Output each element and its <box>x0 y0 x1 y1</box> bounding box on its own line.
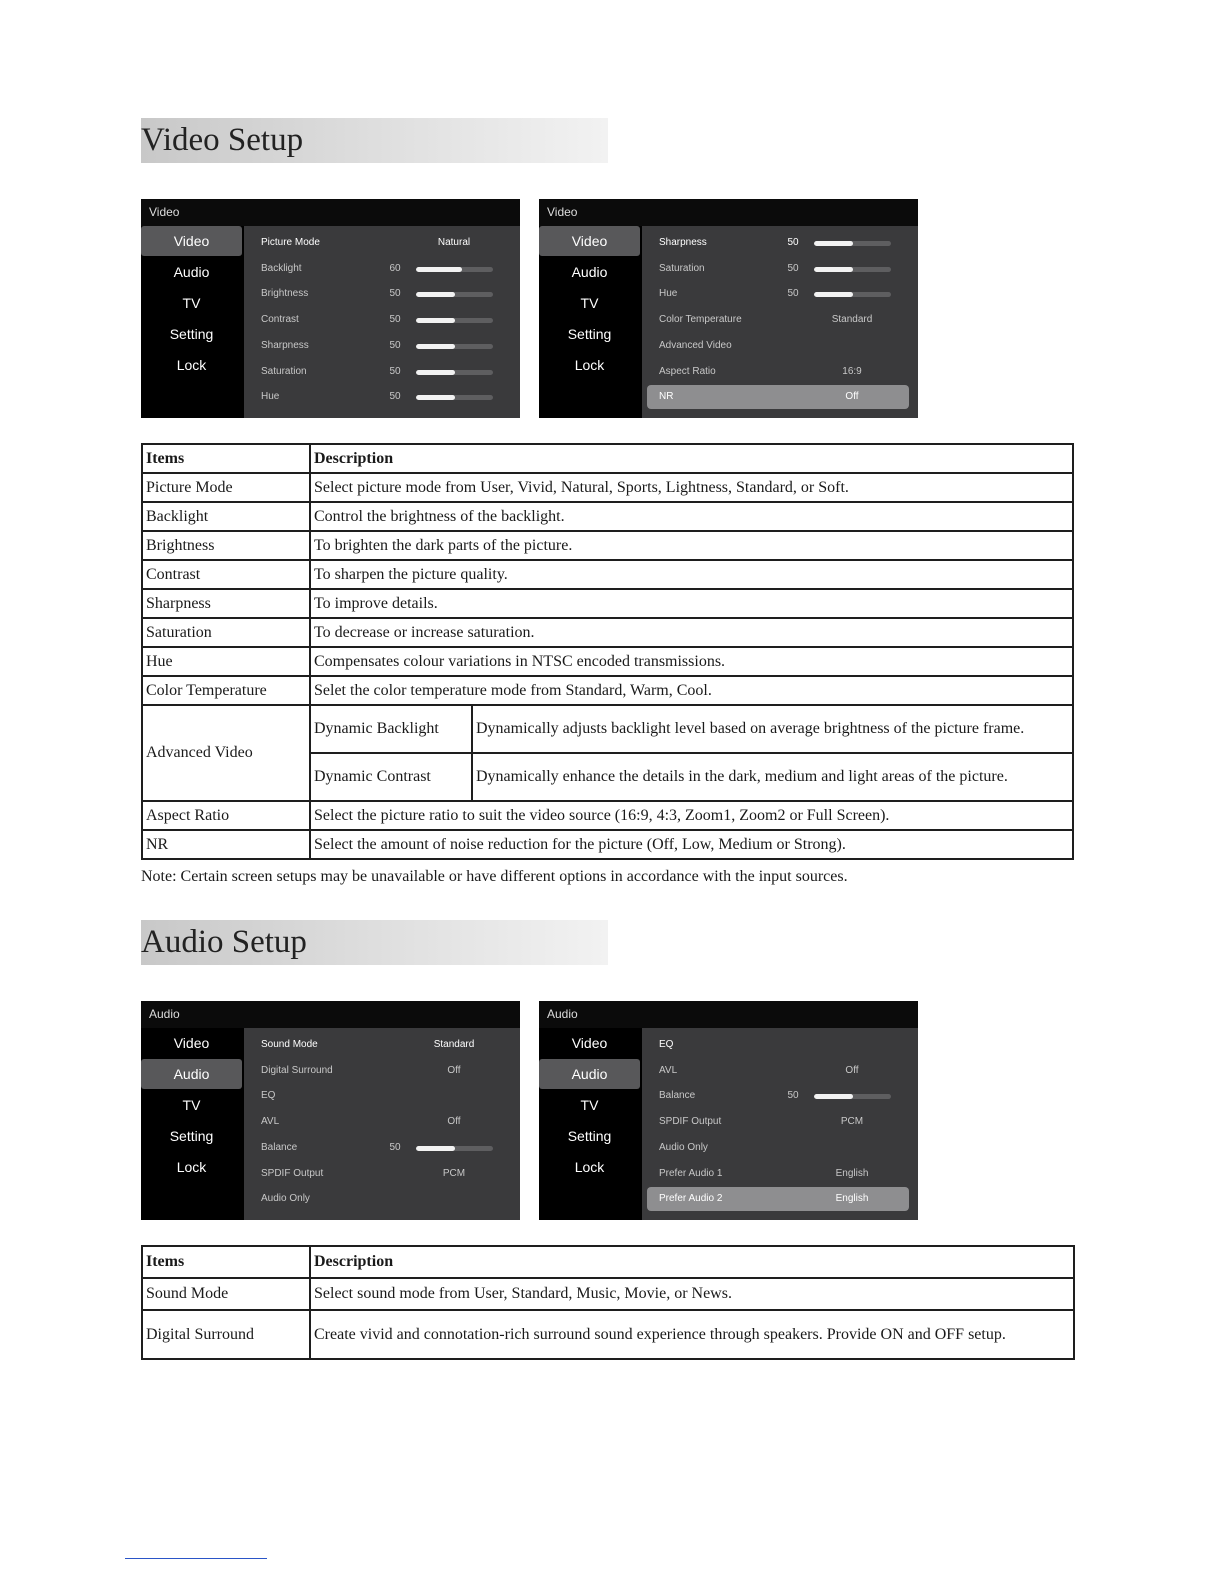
tv-menu-row-label: Sharpness <box>659 237 707 248</box>
tv-nav-item-lock[interactable]: Lock <box>176 1159 207 1175</box>
tv-menu-row[interactable] <box>244 1162 520 1186</box>
tv-menu-row-label: Contrast <box>261 314 299 326</box>
tv-menu-title: Video <box>149 205 180 219</box>
tv-menu-row[interactable] <box>244 1084 520 1108</box>
item-cell: Picture Mode <box>142 473 310 502</box>
tv-menu-row-label: Sound Mode <box>261 1039 318 1050</box>
audio-setup-title: Audio Setup <box>141 924 307 960</box>
tv-level-slider[interactable] <box>814 241 891 246</box>
table-row <box>142 589 1073 618</box>
tv-menu-sidebar <box>539 226 642 418</box>
item-cell: Hue <box>142 647 310 676</box>
tv-menu-row-value: PCM <box>442 1167 466 1179</box>
tv-menu-row[interactable] <box>244 334 520 358</box>
table-row <box>142 1278 1074 1310</box>
item-cell: NR <box>142 830 310 859</box>
tv-menu-row-label: Balance <box>261 1141 298 1153</box>
tv-menu-row-label: Audio Only <box>659 1141 708 1153</box>
tv-level-slider[interactable] <box>416 318 493 323</box>
table-row <box>142 618 1073 647</box>
item-cell: Backlight <box>142 502 310 531</box>
tv-nav-item-audio[interactable]: Audio <box>173 264 210 280</box>
tv-level-slider-fill <box>416 267 462 272</box>
tv-menu-row[interactable] <box>642 308 918 332</box>
sub-item-cell: Dynamic Backlight <box>310 705 472 753</box>
audio-menu-screenshot-1 <box>141 1001 520 1220</box>
tv-menu-row[interactable] <box>642 1059 918 1083</box>
tv-level-slider[interactable] <box>416 395 493 400</box>
video-description-table <box>141 443 1074 860</box>
tv-menu-row-label: Saturation <box>659 262 705 274</box>
tv-menu-row-number: 50 <box>389 1141 401 1153</box>
table-row <box>142 830 1073 859</box>
tv-menu-row-value: PCM <box>840 1116 864 1128</box>
input-source-note: Note: Certain screen setups may be unavailable or have different options in accordance with the input sources. <box>141 868 848 885</box>
video-setup-title: Video Setup <box>141 122 304 158</box>
tv-menu-row-label: Audio Only <box>261 1193 310 1205</box>
tv-menu-row-value: English <box>835 1193 869 1205</box>
table-row <box>142 801 1073 830</box>
description-cell: Compensates colour variations in NTSC encoded transmissions. <box>310 647 1073 676</box>
tv-nav-item-tv[interactable]: TV <box>580 295 599 311</box>
tv-nav-item-tv[interactable]: TV <box>182 1097 201 1113</box>
tv-menu-row[interactable] <box>244 360 520 384</box>
tv-level-slider-fill <box>814 292 853 297</box>
tv-menu-row-label: Hue <box>659 288 678 300</box>
tv-menu-row-value: Off <box>845 391 859 403</box>
tv-nav-item-lock[interactable]: Lock <box>176 357 207 373</box>
tv-level-slider-fill <box>416 292 455 297</box>
tv-menu-title: Audio <box>149 1007 180 1021</box>
table-row <box>142 1310 1074 1359</box>
description-cell: Select the amount of noise reduction for the picture (Off, Low, Medium or Strong). <box>310 830 1073 859</box>
tv-menu-row[interactable] <box>642 1136 918 1160</box>
footer-rule <box>125 1558 267 1559</box>
tv-level-slider-fill <box>814 241 853 246</box>
audio-menu-screenshot-2 <box>539 1001 918 1220</box>
tv-menu-row[interactable] <box>244 385 520 409</box>
tv-menu-row-number: 50 <box>389 314 401 326</box>
description-cell: To brighten the dark parts of the picture. <box>310 531 1073 560</box>
tv-menu-row[interactable] <box>244 282 520 306</box>
tv-menu-row-value: 16:9 <box>842 365 862 377</box>
tv-menu-row-label: NR <box>659 391 674 403</box>
tv-menu-title: Video <box>547 205 578 219</box>
table-header-row <box>142 1246 1074 1278</box>
items-header: Items <box>142 1246 310 1278</box>
tv-menu-row-label: Saturation <box>261 365 307 377</box>
tv-nav-item-setting[interactable]: Setting <box>169 326 214 342</box>
tv-menu-header <box>141 199 520 226</box>
tv-menu-row-value: Standard <box>433 1039 475 1050</box>
tv-nav-item-audio[interactable]: Audio <box>539 1059 640 1089</box>
video-setup-heading-bar <box>141 118 608 163</box>
tv-menu-row[interactable] <box>642 257 918 281</box>
tv-menu-row-number: 50 <box>389 288 401 300</box>
tv-menu-sidebar <box>141 1028 244 1220</box>
tv-level-slider[interactable] <box>416 344 493 349</box>
tv-menu-row-label: Backlight <box>261 262 302 274</box>
tv-menu-row-label: AVL <box>261 1116 280 1128</box>
item-cell: Sharpness <box>142 589 310 618</box>
item-cell: Color Temperature <box>142 676 310 705</box>
tv-menu-sidebar <box>539 1028 642 1220</box>
tv-level-slider[interactable] <box>416 370 493 375</box>
tv-menu-row-value: Off <box>447 1116 461 1128</box>
tv-menu-sidebar <box>141 226 244 418</box>
tv-menu-row-label: SPDIF Output <box>261 1167 324 1179</box>
description-cell: Select the picture ratio to suit the video source (16:9, 4:3, Zoom1, Zoom2 or Full Screen). <box>310 801 1073 830</box>
tv-menu-row-label: SPDIF Output <box>659 1116 722 1128</box>
item-cell-advanced-video: Advanced Video <box>142 705 310 801</box>
tv-menu-row-label: EQ <box>659 1039 674 1050</box>
tv-level-slider[interactable] <box>814 267 891 272</box>
description-cell: Dynamically adjusts backlight level based on average brightness of the picture frame. <box>472 705 1073 753</box>
tv-menu-row[interactable] <box>244 308 520 332</box>
tv-menu-row-label: Brightness <box>261 288 309 300</box>
tv-level-slider[interactable] <box>416 1146 493 1151</box>
tv-menu-row-number: 50 <box>389 365 401 377</box>
tv-nav-item-lock[interactable]: Lock <box>574 1159 605 1175</box>
tv-menu-row-value: Standard <box>831 314 873 326</box>
tv-nav-item-video[interactable]: Video <box>539 226 640 256</box>
tv-menu-row-label: Balance <box>659 1090 696 1102</box>
tv-menu-row[interactable] <box>244 257 520 281</box>
tv-menu-row-label: Hue <box>261 391 280 403</box>
video-menu-screenshot-1 <box>141 199 520 418</box>
tv-menu-row[interactable] <box>642 1084 918 1108</box>
table-row <box>142 531 1073 560</box>
description-cell: Select picture mode from User, Vivid, Natural, Sports, Lightness, Standard, or Soft. <box>310 473 1073 502</box>
tv-level-slider-fill <box>416 344 455 349</box>
description-header: Description <box>310 444 1073 473</box>
tv-menu-row-number: 50 <box>389 339 401 351</box>
tv-menu-header <box>539 199 918 226</box>
tv-level-slider-fill <box>416 395 455 400</box>
item-cell: Brightness <box>142 531 310 560</box>
tv-menu-title: Audio <box>547 1007 578 1021</box>
description-cell: Selet the color temperature mode from Standard, Warm, Cool. <box>310 676 1073 705</box>
item-cell: Digital Surround <box>142 1310 310 1359</box>
table-row <box>142 705 1073 753</box>
tv-level-slider[interactable] <box>416 292 493 297</box>
tv-nav-item-video[interactable]: Video <box>571 1035 608 1051</box>
tv-nav-item-audio[interactable]: Audio <box>571 264 608 280</box>
tv-menu-row[interactable] <box>244 231 520 255</box>
tv-nav-item-tv[interactable]: TV <box>182 295 201 311</box>
tv-level-slider-fill <box>814 1094 853 1099</box>
tv-menu-row-number: 50 <box>787 288 799 300</box>
tv-menu-row-value: Off <box>447 1064 461 1076</box>
tv-menu-row[interactable] <box>647 385 909 409</box>
description-cell: Dynamically enhance the details in the dark, medium and light areas of the picture. <box>472 753 1073 801</box>
tv-nav-item-tv[interactable]: TV <box>580 1097 599 1113</box>
tv-menu-row[interactable] <box>642 282 918 306</box>
table-row <box>142 676 1073 705</box>
audio-setup-heading-bar <box>141 920 608 965</box>
tv-menu-row[interactable] <box>642 1033 918 1057</box>
tv-level-slider-fill <box>416 370 455 375</box>
items-header: Items <box>142 444 310 473</box>
item-cell: Aspect Ratio <box>142 801 310 830</box>
tv-menu-row[interactable] <box>244 1110 520 1134</box>
tv-menu-row-value: Off <box>845 1064 859 1076</box>
tv-menu-row[interactable] <box>642 1162 918 1186</box>
tv-level-slider[interactable] <box>814 1094 891 1099</box>
tv-menu-row-value: Natural <box>437 237 471 248</box>
tv-menu-header <box>539 1001 918 1028</box>
audio-description-table <box>141 1245 1075 1360</box>
tv-nav-item-audio[interactable]: Audio <box>141 1059 242 1089</box>
tv-menu-row-label: AVL <box>659 1064 678 1076</box>
table-row <box>142 647 1073 676</box>
table-row <box>142 473 1073 502</box>
video-menu-screenshot-2 <box>539 199 918 418</box>
description-cell: Control the brightness of the backlight. <box>310 502 1073 531</box>
tv-menu-row-number: 50 <box>389 391 401 403</box>
tv-level-slider[interactable] <box>814 292 891 297</box>
description-cell: To decrease or increase saturation. <box>310 618 1073 647</box>
table-row <box>142 560 1073 589</box>
tv-nav-item-setting[interactable]: Setting <box>169 1128 214 1144</box>
tv-menu-row-label: Picture Mode <box>261 237 320 248</box>
tv-level-slider-fill <box>814 267 853 272</box>
item-cell: Saturation <box>142 618 310 647</box>
description-cell: To improve details. <box>310 589 1073 618</box>
tv-menu-row-label: EQ <box>261 1090 276 1102</box>
tv-menu-row-label: Prefer Audio 2 <box>659 1193 723 1205</box>
tv-level-slider-fill <box>416 318 455 323</box>
table-row <box>142 502 1073 531</box>
tv-menu-header <box>141 1001 520 1028</box>
description-header: Description <box>310 1246 1074 1278</box>
item-cell: Contrast <box>142 560 310 589</box>
description-cell: Select sound mode from User, Standard, Music, Movie, or News. <box>310 1278 1074 1310</box>
tv-menu-row-label: Sharpness <box>261 339 309 351</box>
tv-menu-row-label: Prefer Audio 1 <box>659 1167 723 1179</box>
table-header-row <box>142 444 1073 473</box>
tv-menu-row[interactable] <box>642 1110 918 1134</box>
tv-menu-row[interactable] <box>244 1059 520 1083</box>
tv-nav-item-lock[interactable]: Lock <box>574 357 605 373</box>
tv-nav-item-video[interactable]: Video <box>141 226 242 256</box>
tv-menu-row-label: Digital Surround <box>261 1064 333 1076</box>
tv-menu-row[interactable] <box>642 360 918 384</box>
tv-level-slider-fill <box>416 1146 455 1151</box>
tv-menu-row-label: Advanced Video <box>659 339 732 351</box>
tv-menu-row-label: Color Temperature <box>659 314 742 326</box>
tv-menu-row-number: 50 <box>787 237 799 248</box>
tv-nav-item-video[interactable]: Video <box>173 1035 210 1051</box>
tv-nav-item-setting[interactable]: Setting <box>567 326 612 342</box>
tv-menu-row-value: English <box>835 1167 869 1179</box>
description-cell: To sharpen the picture quality. <box>310 560 1073 589</box>
tv-menu-row-label: Aspect Ratio <box>659 365 716 377</box>
tv-menu-row[interactable] <box>244 1136 520 1160</box>
tv-menu-row-number: 50 <box>787 1090 799 1102</box>
tv-menu-row[interactable] <box>642 334 918 358</box>
sub-item-cell: Dynamic Contrast <box>310 753 472 801</box>
tv-menu-row-number: 50 <box>787 262 799 274</box>
tv-menu-row[interactable] <box>244 1033 520 1057</box>
tv-menu-row[interactable] <box>647 1187 909 1211</box>
tv-level-slider[interactable] <box>416 267 493 272</box>
tv-menu-row[interactable] <box>642 231 918 255</box>
tv-nav-item-setting[interactable]: Setting <box>567 1128 612 1144</box>
description-cell: Create vivid and connotation-rich surround sound experience through speakers. Provide ON and OFF setup. <box>310 1310 1074 1359</box>
item-cell: Sound Mode <box>142 1278 310 1310</box>
tv-menu-row-number: 60 <box>389 262 401 274</box>
tv-menu-row[interactable] <box>244 1187 520 1211</box>
